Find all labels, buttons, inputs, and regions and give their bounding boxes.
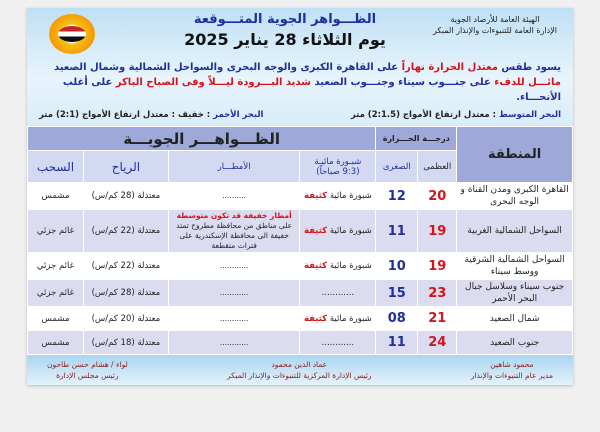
min-temp: 08	[376, 307, 418, 331]
rain	[168, 183, 300, 210]
fog-intensity: كثيفة	[303, 313, 328, 324]
clouds: مشمس	[28, 331, 84, 355]
table-row	[28, 183, 573, 210]
wind: معتدلة (28 كم/س)	[84, 280, 169, 307]
rain-text: على مناطق من محافظة مطروح تمتد خفيفة الى محافظة الإسكندرية على فترات متقطعة	[176, 221, 293, 250]
doc-title: الظـــواهر الجوية المتـــوقعة	[193, 12, 377, 27]
col-rain: الأمطـــار	[168, 151, 300, 183]
max-temp: 19	[418, 253, 457, 280]
organization	[431, 14, 559, 36]
col-min: الصغرى	[376, 151, 418, 183]
summary-text: مائـــل للدفء	[494, 77, 561, 88]
max-temp: 20	[418, 183, 457, 210]
fog	[300, 331, 376, 355]
forecast-table	[27, 126, 573, 355]
col-temperature: درجـــة الحـــرارة	[376, 127, 457, 151]
rain	[168, 331, 300, 355]
fog-label: شبـورة مائيـة	[314, 156, 362, 167]
rain-text: ............	[219, 313, 249, 323]
region: السواحل الشمالية الشرقية ووسط سيناء	[457, 253, 573, 280]
fog	[300, 307, 376, 331]
max-temp: 24	[418, 331, 457, 355]
fog	[300, 280, 376, 307]
signer-name: عماد الدين محمود	[271, 360, 328, 369]
min-temp: 11	[376, 210, 418, 253]
signature	[47, 359, 128, 381]
col-max: العظمى	[418, 151, 457, 183]
med-sea-label: البحر المتوسط	[498, 110, 561, 120]
min-temp: 12	[376, 183, 418, 210]
doc-date: يوم الثلاثاء 28 يناير 2025	[184, 30, 386, 49]
region: شمال الصعيد	[457, 307, 573, 331]
sea-state	[39, 109, 561, 121]
wind: معتدلة (18 كم/س)	[84, 331, 169, 355]
col-phenomena: الظـــواهـــر الجويـــة	[28, 127, 376, 151]
region: جنوب الصعيد	[457, 331, 573, 355]
fog-text: شبورة مائية	[327, 313, 372, 324]
wind: معتدلة (22 كم/س)	[84, 210, 169, 253]
signature	[227, 359, 372, 381]
signer-title: رئيس مجلس الإدارة	[56, 371, 119, 380]
table-row	[28, 307, 573, 331]
max-temp: 19	[418, 210, 457, 253]
rain	[168, 210, 300, 253]
summary-text: شديد البـــرودة ليـــلاً وفى الصباح الباكر	[115, 77, 312, 88]
rain-text: ............	[219, 261, 249, 270]
col-wind: الرياح	[84, 151, 169, 183]
fog	[300, 183, 376, 210]
red-sea-label: البحر الأحمر	[213, 110, 264, 120]
fog-intensity: كثيفة	[303, 191, 328, 201]
rain	[168, 307, 300, 331]
fog-intensity: كثيفة	[303, 261, 328, 271]
fog-intensity: كثيفة	[303, 226, 328, 236]
fog-text: شبورة مائية	[327, 226, 372, 236]
clouds: مشمس	[28, 307, 84, 331]
red-sea-value: : خفيف : معتدل ارتفاع الأمواج (2:1) متر	[39, 110, 211, 120]
table-row	[28, 280, 573, 307]
ema-logo	[49, 14, 95, 54]
clouds: غائم جزئي	[28, 280, 84, 307]
rain-text: ..........	[222, 191, 247, 200]
signer-name: لواء / هشام حسن طاحون	[47, 360, 128, 369]
clouds: غائم جزئي	[28, 210, 84, 253]
med-sea-value: : معتدل ارتفاع الأمواج (2:1.5) متر	[350, 110, 497, 120]
wind: معتدلة (28 كم/س)	[84, 183, 169, 210]
rain-alert: أمطار خفيفة قد تكون متوسطة	[176, 211, 292, 220]
table-row	[28, 331, 573, 355]
summary-text: يسود طقس	[497, 62, 561, 73]
rain-text: ............	[219, 288, 249, 297]
region: القاهرة الكبرى ومدن القناة و الوجه البحرى	[457, 183, 573, 210]
clouds: مشمس	[28, 183, 84, 210]
fog	[300, 210, 376, 253]
signatures	[27, 355, 573, 385]
col-fog	[300, 151, 376, 183]
min-temp: 10	[376, 253, 418, 280]
table-row	[28, 253, 573, 280]
fog-text: ............	[321, 337, 355, 348]
fog-hours: (9:3 صباحاً)	[316, 166, 360, 177]
title-block	[27, 8, 573, 58]
signer-name: محمود شاهين	[490, 360, 534, 369]
region: جنوب سيناء وسلاسل جبال البحر الأحمر	[457, 280, 573, 307]
rain	[168, 253, 300, 280]
region: السواحل الشمالية الغربية	[457, 210, 573, 253]
min-temp: 11	[376, 331, 418, 355]
fog-text: شبورة مائية	[327, 191, 372, 201]
rain-text: ............	[219, 337, 249, 347]
red-sea	[39, 109, 263, 121]
forecast-document	[27, 8, 573, 385]
col-clouds: السحب	[28, 151, 84, 183]
fog	[300, 253, 376, 280]
fog-text: شبورة مائية	[327, 261, 372, 271]
max-temp: 21	[418, 307, 457, 331]
signer-title: رئيس الإدارة المركزية للتنبوءات والإنذار المبكر	[227, 371, 372, 380]
summary-text: معتدل الحرارة نهاراً	[401, 62, 498, 73]
summary	[39, 60, 561, 105]
min-temp: 15	[376, 280, 418, 307]
signature	[471, 359, 553, 381]
org-line: الهيئة العامة للأرصاد الجوية	[450, 15, 540, 24]
summary-text: على القاهرة الكبرى والوجه البحرى والسواحل الشمالية وشمال الصعيد	[53, 62, 402, 73]
header	[27, 8, 573, 126]
max-temp: 23	[418, 280, 457, 307]
fog-text: ............	[321, 288, 355, 298]
col-region: المنطقة	[457, 127, 573, 183]
rain	[168, 280, 300, 307]
med-sea	[351, 109, 561, 121]
table-row	[28, 210, 573, 253]
wind: معتدلة (22 كم/س)	[84, 253, 169, 280]
clouds: غائم جزئي	[28, 253, 84, 280]
summary-text: على أغلب الأنحـــاء.	[62, 77, 561, 103]
wind: معتدلة (20 كم/س)	[84, 307, 169, 331]
signer-title: مدير عام التنبوءات والإنذار	[470, 371, 553, 380]
org-line: الإدارة العامة للتنبوءات والإنذار المبكر	[433, 26, 557, 35]
summary-text: على جنـــوب سيناء وجنـــوب الصعيد	[311, 77, 495, 88]
